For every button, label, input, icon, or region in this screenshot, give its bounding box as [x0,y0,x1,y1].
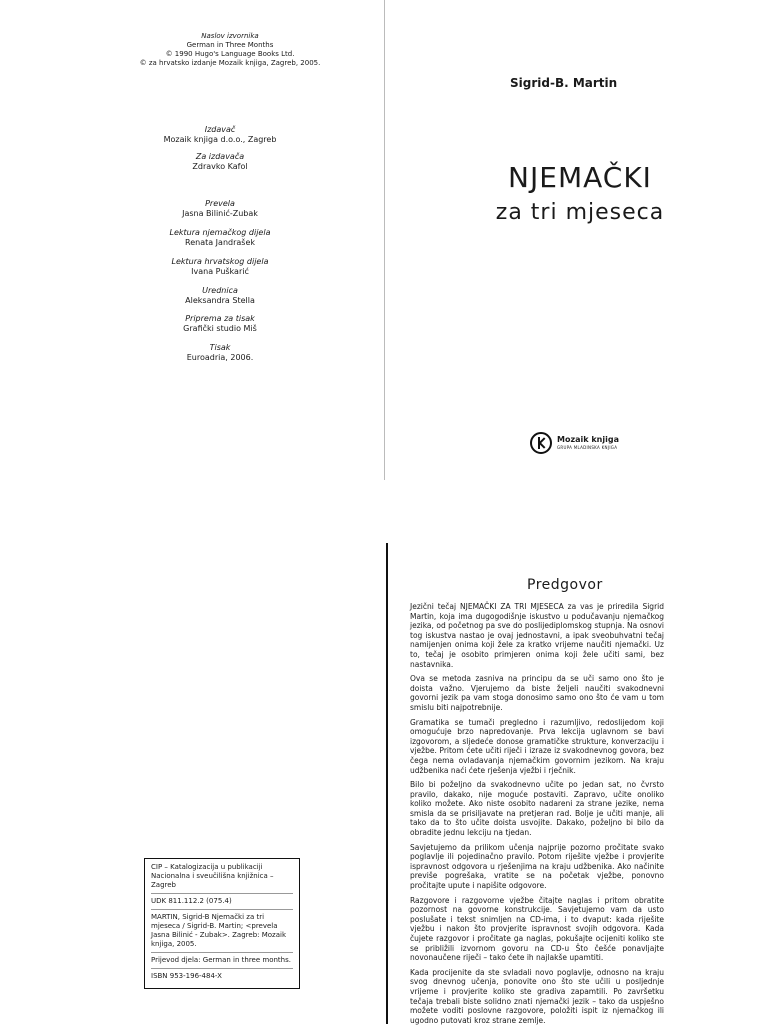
credit-role: Za izdavača [195,152,245,161]
copyright-line: © za hrvatsko izdanje Mozaik knjiga, Zagreb, 2005. [139,59,321,67]
credit-name: Euroadria, 2006. [186,353,254,362]
credit-editor [110,286,330,306]
credit-role: Lektura hrvatskog dijela [171,257,269,266]
preface-paragraph: Razgovore i razgovorne vježbe čitajte naglas i pritom obratite pozornost na govorne konstrukcije. Savjetujemo vam da usto poslušate i tekst snimljen na CD-ima, i to dvaput: kada riješite vježbu i nakon što provjerite ispravnost svojih odgovora. Kada čujete razgovor i pročitate ga naglas, pokušajte ocijeniti koliko ste se približili izvornom govoru na CD-u Što češće ponavljajte novonaučene riječi – tako ćete ih najlakše upamtiti. [410,895,664,963]
cip-original: Prijevod djela: German in three months. [151,956,293,969]
credit-role: Lektura njemačkog dijela [169,228,271,237]
book-title-sub: za tri mjeseca [495,200,665,225]
credit-role: Urednica [202,286,238,295]
cip-isbn: ISBN 953-196-484-X [151,972,222,980]
copyright-line: © 1990 Hugo's Language Books Ltd. [165,50,295,58]
credit-name: Grafički studio Miš [183,324,257,333]
mozaik-logo-icon [530,432,552,454]
credit-printing [110,343,330,363]
cip-entry: MARTIN, Sigrid-B Njemački za tri mjeseca / Sigrid-B. Martin; <prevela Jasna Bilinić - Zubak>. Zagreb: Mozaik knjiga, 2005. [151,913,293,953]
copyright-block [130,32,330,68]
credit-prepress [110,314,330,334]
credit-croatian-proofreader [110,257,330,277]
copyright-line: Naslov izvornika [201,32,259,40]
preface-paragraph: Savjetujemo da prilikom učenja najprije pozorno pročitate svako poglavlje ili pojedinačno pravilo. Potom riješite vježbe i provjerite ispravnost odgovora u rješenjima na kraju udžbenika. Ako načinite previše pogrešaka, vratite se na početak vježbe, ponovno pročitajte upute i napišite odgovore. [410,842,664,891]
page-divider-bottom [386,543,388,1024]
preface-paragraph: Gramatika se tumači pregledno i razumljivo, redoslijedom koji omogućuje brzo napredovanje. Prva lekcija uglavnom se bavi izgovorom, a sljedeće donose gramatičke strukture, konverzaciju i vježbe. Pritom ćete učiti riječi i izraze iz svakodnevnog govora, bez čega nema ovladavanja njemačkim govornim jezikom. Na kraju udžbenika naći ćete rješenja vježbi i rječnik. [410,717,664,775]
credit-for-publisher [110,152,330,172]
publisher-subtitle: GRUPA MLADINSKA KNJIGA [557,445,618,450]
cip-udk: UDK 811.112.2 (075.4) [151,897,293,910]
author-name: Sigrid-B. Martin [510,76,618,90]
credit-name: Zdravko Kafol [192,162,248,171]
credit-role: Tisak [209,343,231,352]
credit-name: Mozaik knjiga d.o.o., Zagreb [163,135,277,144]
page-divider-top [384,0,385,480]
preface-paragraph: Bilo bi poželjno da svakodnevno učite po jedan sat, no čvrsto pravilo, dakako, nije moguće postaviti. Zapravo, učite onoliko koliko možete. Ako niste osobito nadareni za strane jezike, nema smisla da se prisiljavate na pretjeran rad. Bolje je učiti manje, ali tako da to što učite doista usvojite. Dakako, poželjno bi bilo da obradite jednu lekciju na tjedan. [410,780,664,838]
preface-title: Predgovor [527,577,603,593]
preface-paragraph: Ova se metoda zasniva na principu da se uči samo ono što je doista važno. Vjerujemo da biste željeli naučiti svakodnevni govorni jezik pa vam stoga donosimo samo ono što će vam u tom smislu biti najpotrebnije. [410,674,664,712]
publisher-logo [530,432,619,454]
book-title-main: NJEMAČKI [508,161,652,194]
copyright-line: German in Three Months [186,41,274,49]
preface-paragraph: Kada procijenite da ste svladali novo poglavlje, odnosno na kraju svog dnevnog učenja, ponovite ono što ste učili u posljednje vrijeme i provjerite koliko ste gradiva zapamtili. Po završetku tečaja trebali biste solidno znati njemački jezik – tako da uspješno možete voditi poslovne razgovore, položiti ispit iz njemačkog ili ugodno putovati kroz strane zemlje. [410,967,664,1025]
publisher-name: Mozaik knjiga [557,435,619,444]
preface-body [410,602,664,1030]
credit-publisher [110,125,330,145]
cip-box [144,858,300,989]
credit-name: Ivana Puškarić [191,267,249,276]
credit-role: Priprema za tisak [185,314,255,323]
preface-paragraph: Jezični tečaj NJEMAČKI ZA TRI MJESECA za vas je priredila Sigrid Martin, koja ima dugogodišnje iskustvo u podučavanju njemačkog jezika, od početnog pa sve do poslijediplomskog stupnja. Na osnovi tog iskustva nastao je ovaj jednostavni, a ipak sveobuhvatni tečaj namijenjen onima koji žele za kratko vrijeme naučiti njemački. Uz to, tečaj je osobito primjeren onima koji žele učiti sami, bez nastavnika. [410,602,664,669]
credit-name: Aleksandra Stella [185,296,255,305]
credit-name: Renata Jandrašek [185,238,255,247]
book-title [460,160,700,230]
credit-translator [110,199,330,219]
cip-header: CIP – Katalogizacija u publikaciji Nacionalna i sveučilišna knjižnica – Zagreb [151,863,293,894]
credit-name: Jasna Bilinić-Zubak [182,209,258,218]
credit-german-proofreader [110,228,330,248]
credit-role: Prevela [205,199,235,208]
credit-role: Izdavač [204,125,236,134]
